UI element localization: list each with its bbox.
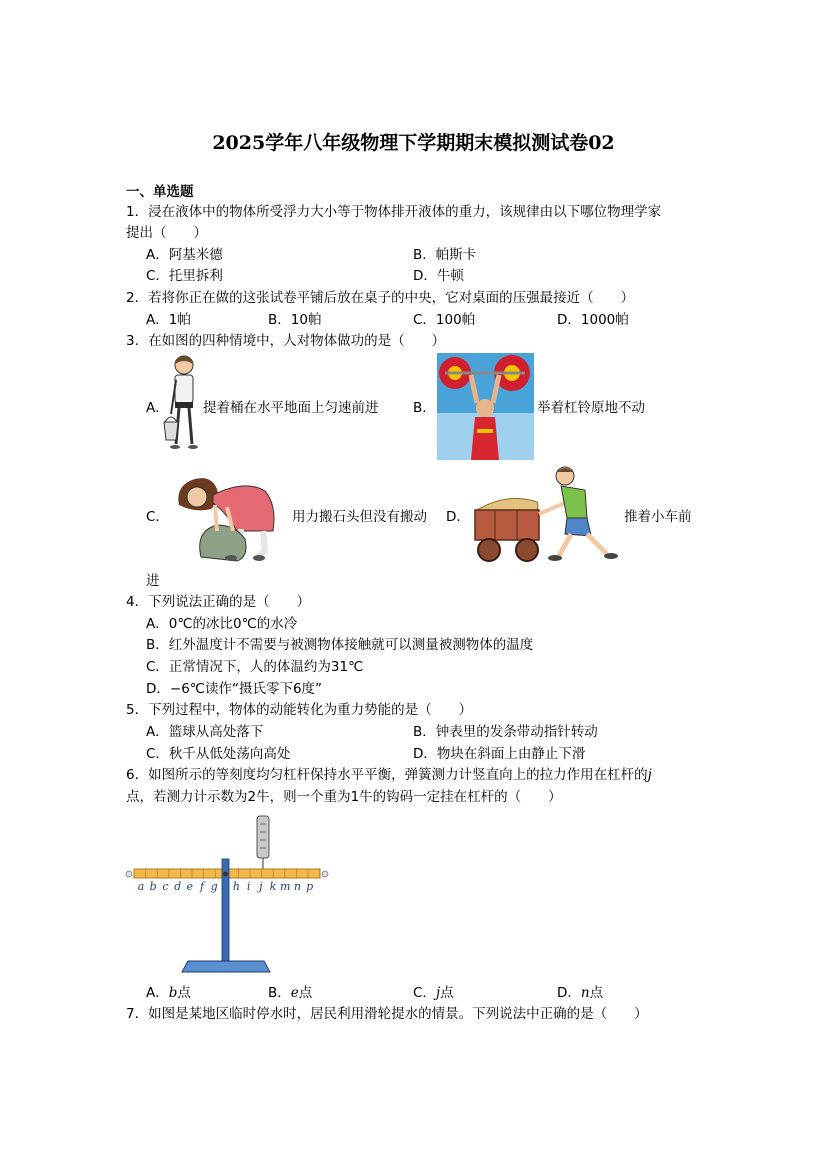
- q4-option-a: A．0℃的冰比0℃的水冷: [146, 616, 298, 632]
- stone-lifter-illustration: [165, 465, 280, 565]
- q1-stem: 1．浸在液体中的物体所受浮力大小等于物体排开液体的重力，该规律由以下哪位物理学家: [126, 204, 662, 220]
- q1-option-b: B．帕斯卡: [413, 247, 477, 263]
- q1-option-c: C．托里拆利: [146, 268, 223, 284]
- lever-letter-i: i: [246, 880, 251, 893]
- q4-stem: 4．下列说法正确的是（ ）: [126, 594, 311, 610]
- q3-option-c-label: C．: [146, 509, 169, 525]
- lever-letter-n: n: [293, 880, 301, 893]
- q5-option-b: B．钟表里的发条带动指针转动: [413, 724, 598, 740]
- lever-letter-d: d: [174, 880, 182, 893]
- lever-letter-h: h: [232, 880, 240, 893]
- q2-option-d: D．1000帕: [557, 312, 629, 328]
- q2-option-c: C．100帕: [413, 312, 476, 328]
- q1-option-a: A．阿基米德: [146, 247, 223, 263]
- q5-option-a: A．篮球从高处落下: [146, 724, 264, 740]
- lever-letter-f: f: [199, 880, 205, 893]
- q6-option-b: B．e点: [268, 985, 313, 1001]
- q6-option-d: D．n点: [557, 985, 604, 1001]
- q6-option-a: A．b点: [146, 985, 191, 1001]
- bucket-carrier-illustration: [162, 352, 204, 460]
- q6-option-c: C．j点: [413, 985, 454, 1001]
- page-title: 2025学年八年级物理下学期期末模拟测试卷02: [212, 132, 615, 154]
- q4-option-c: C．正常情况下，人的体温约为31℃: [146, 659, 364, 675]
- section-heading: 一、单选题: [126, 184, 194, 200]
- q1-option-d: D．牛顿: [413, 268, 464, 284]
- q4-option-d: D．−6℃读作“摄氏零下6度”: [146, 681, 323, 697]
- q3-option-c-text: 用力搬石头但没有搬动: [292, 509, 427, 525]
- q3-option-b-text: 举着杠铃原地不动: [537, 400, 645, 416]
- q6-stem-cont: 点，若测力计示数为2牛，则一个重为1牛的钩码一定挂在杠杆的（ ）: [126, 789, 562, 805]
- lever-diagram: [124, 814, 330, 976]
- q6-stem: 6．如图所示的等刻度均匀杠杆保持水平平衡，弹簧测力计竖直向上的拉力作用在杠杆的j: [126, 767, 652, 783]
- q3-option-b-label: B．: [413, 400, 436, 416]
- q7-stem: 7．如图是某地区临时停水时，居民利用滑轮提水的情景。下列说法中正确的是（ ）: [126, 1006, 648, 1022]
- q3-option-d-text: 推着小车前: [624, 509, 692, 525]
- lever-letter-a: a: [137, 880, 145, 893]
- lever-letter-g: g: [210, 880, 218, 893]
- q3-option-d-label: D．: [446, 509, 470, 525]
- lever-letter-e: e: [186, 880, 194, 893]
- q4-option-b: B．红外温度计不需要与被测物体接触就可以测量被测物体的温度: [146, 637, 534, 653]
- lever-letter-k: k: [269, 880, 277, 893]
- q3-option-a-text: 提着桶在水平地面上匀速前进: [203, 400, 379, 416]
- lever-letter-p: p: [306, 880, 314, 893]
- q3-stem: 3．在如图的四种情境中，人对物体做功的是（ ）: [126, 333, 446, 349]
- lever-letter-m: m: [279, 880, 291, 893]
- q2-option-a: A．1帕: [146, 312, 191, 328]
- lever-letter-j: j: [259, 880, 263, 893]
- q5-stem: 5．下列过程中，物体的动能转化为重力势能的是（ ）: [126, 702, 473, 718]
- q2-option-b: B．10帕: [268, 312, 322, 328]
- q1-stem-cont: 提出（ ）: [126, 225, 207, 241]
- q5-option-d: D．物块在斜面上由静止下滑: [413, 746, 586, 762]
- cart-pusher-illustration: [467, 462, 619, 567]
- q3-option-a-label: A．: [146, 400, 169, 416]
- weightlifter-photo: [437, 353, 534, 460]
- lever-letter-c: c: [162, 880, 169, 893]
- q2-stem: 2．若将你正在做的这张试卷平铺后放在桌子的中央，它对桌面的压强最接近（ ）: [126, 290, 635, 306]
- q5-option-c: C．秋千从低处荡向高处: [146, 746, 291, 762]
- q3-option-d-text-cont: 进: [146, 573, 160, 589]
- lever-letter-b: b: [149, 880, 157, 893]
